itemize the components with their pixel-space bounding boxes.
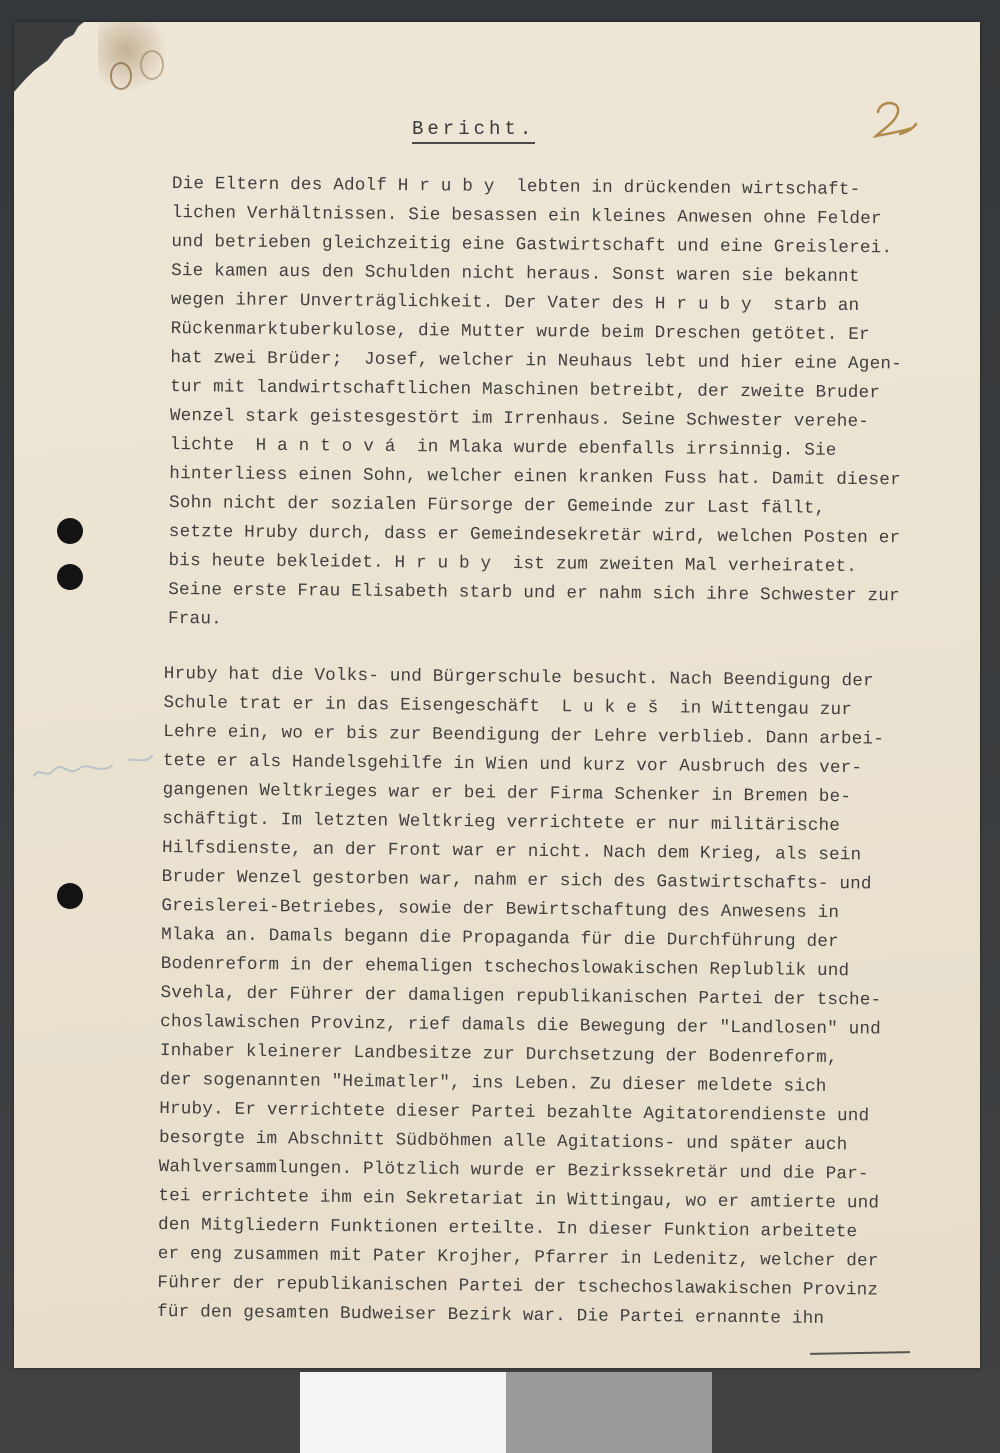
faint-pencil-mark [28, 740, 158, 800]
text-line: er eng zusammen mit Pater Krojher, Pfarrer in Ledenitz, welcher der [157, 1243, 879, 1272]
paragraph-1 [168, 170, 904, 640]
text-line: tete er als Handelsgehilfe in Wien und kurz vor Ausbruch des ver- [162, 750, 863, 779]
text-line: hat zwei Brüder; Josef, welcher in Neuhaus lebt und hier eine Agen- [170, 347, 902, 375]
text-line: für den gesamten Budweiser Bezirk war. Die Partei ernannte ihn [157, 1301, 825, 1329]
text-line: Bruder Wenzel gestorben war, nahm er sich des Gastwirtschafts- und [161, 866, 872, 895]
text-line: bis heute bekleidet. H r u b y ist zum zweiten Mal verheiratet. [168, 550, 858, 577]
paragraph-2 [157, 660, 885, 1335]
text-line: Sie kamen aus den Schulden nicht heraus. Sonst waren sie bekannt [171, 260, 860, 288]
text-line: Svehla, der Führer der damaligen republikanischen Partei der tsche- [160, 982, 882, 1011]
stain-ring [110, 62, 132, 90]
punch-hole [57, 883, 83, 909]
text-line: hinterliess einen Sohn, welcher einen kranken Fuss hat. Damit dieser [169, 463, 901, 491]
text-line: choslawischen Provinz, rief damals die Bewegung der "Landlosen" und [160, 1011, 882, 1040]
page-number-handwritten [870, 98, 920, 142]
text-line: wegen ihrer Unverträglichkeit. Der Vater des H r u b y starb an [170, 289, 860, 317]
page-number [870, 98, 920, 147]
text-line: der sogenannten "Heimatler", ins Leben. Zu dieser meldete sich [159, 1069, 827, 1097]
text-line: Wenzel stark geistesgestört im Irrenhaus. Seine Schwester verehe- [169, 405, 870, 433]
text-line: Lehre ein, wo er bis zur Beendigung der Lehre verblieb. Dann arbei- [163, 721, 885, 750]
stain-ring-secondary [140, 50, 164, 80]
text-line: den Mitgliedern Funktionen erteilte. In dieser Funktion arbeitete [157, 1214, 858, 1243]
document-title: Bericht. [412, 118, 535, 144]
text-line: Inhaber kleinerer Landbesitze zur Durchsetzung der Bodenreform, [159, 1040, 838, 1069]
text-line: Mlaka an. Damals begann die Propaganda für die Durchführung der [161, 924, 839, 953]
text-line: Rückenmarktuberkulose, die Mutter wurde beim Dreschen getötet. Er [170, 318, 870, 346]
text-line: Wahlversammlungen. Plötzlich wurde er Bezirkssekretär und die Par- [158, 1156, 869, 1185]
text-line: Frau. [167, 608, 222, 630]
text-line: tei errichtete ihm ein Sekretariat in Wittingau, wo er amtierte und [158, 1185, 880, 1214]
text-line: Seine erste Frau Elisabeth starb und er nahm sich ihre Schwester zur [168, 579, 900, 607]
text-line: gangenen Weltkrieges war er bei der Firma Schenker in Bremen be- [162, 779, 852, 808]
punch-hole [57, 564, 83, 590]
text-line: besorgte im Abschnitt Südböhmen alle Agitations- und später auch [158, 1127, 848, 1156]
text-line: schäftigt. Im letzten Weltkrieg verrichtete er nur militärische [162, 808, 841, 837]
text-line: lichte H a n t o v á in Mlaka wurde ebenfalls irrsinnig. Sie [169, 434, 837, 461]
text-line: setzte Hruby durch, dass er Gemeindesekretär wird, welchen Posten er [168, 521, 901, 549]
text-line: Hilfsdienste, an der Front war er nicht. Nach dem Krieg, als sein [161, 837, 862, 866]
text-line: und betrieben gleichzeitig eine Gastwirtschaft und eine Greislerei. [171, 231, 893, 259]
calibration-strip-gray [506, 1372, 712, 1453]
text-line: tur mit landwirtschaftlichen Maschinen betreibt, der zweite Bruder [170, 376, 881, 404]
text-line: Hruby. Er verrichtete dieser Partei bezahlte Agitatorendienste und [159, 1098, 870, 1127]
punch-hole [57, 518, 83, 544]
text-line: Führer der republikanischen Partei der tschechoslawakischen Provinz [157, 1272, 879, 1301]
text-line: lichen Verhältnissen. Sie besassen ein kleines Anwesen ohne Felder [171, 202, 882, 230]
text-line: Greislerei-Betriebes, sowie der Bewirtschaftung des Anwesens in [161, 895, 840, 924]
text-line: Schule trat er in das Eisengeschäft L u k e š in Wittengau zur [163, 692, 853, 721]
text-line: Die Eltern des Adolf H r u b y lebten in drückenden wirtschaft- [171, 173, 861, 201]
text-line: Hruby hat die Volks- und Bürgerschule besucht. Nach Beendigung der [163, 663, 874, 692]
text-line: Sohn nicht der sozialen Fürsorge der Gemeinde zur Last fällt, [169, 492, 826, 519]
text-line: Bodenreform in der ehemaligen tschechoslowakischen Replublik und [160, 953, 850, 982]
calibration-strip-white [300, 1372, 506, 1453]
